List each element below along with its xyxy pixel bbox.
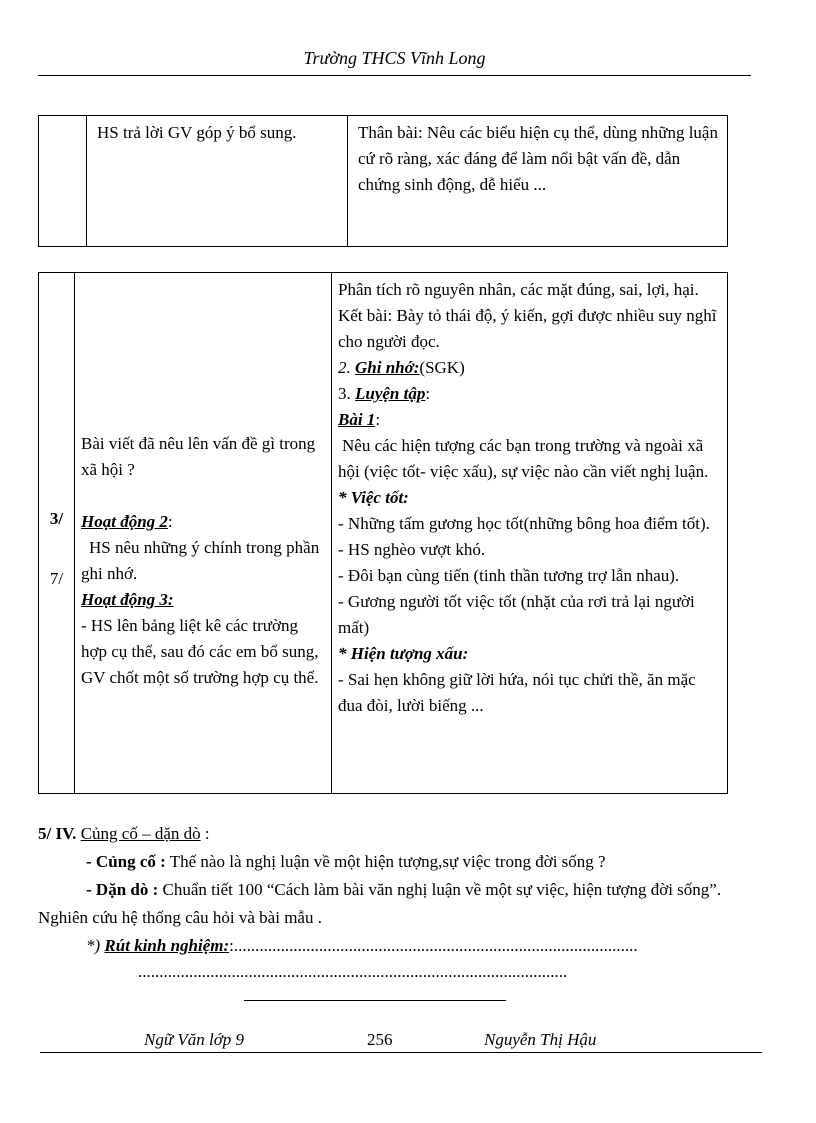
rkn-dots: :............................................................................................... — [229, 936, 638, 955]
lesson-table-main — [38, 272, 728, 794]
bad-item: - Sai hẹn không giữ lời hứa, nói tục chửi thề, ăn mặc đua đòi, lười biếng ... — [338, 670, 696, 715]
bad-title: * Hiện tượng xấu: — [338, 644, 469, 663]
question-text: Bài viết đã nêu lên vấn đề gì trong xã hội ? — [81, 434, 316, 479]
ghinho-label: Ghi nhớ: — [355, 358, 420, 377]
rkn-dots-2: ..................................................................................................... — [138, 962, 568, 981]
good-title: * Việc tốt: — [338, 488, 409, 507]
time-cell — [39, 116, 87, 247]
page-footer — [40, 1030, 762, 1053]
rkn-prefix: *) — [86, 936, 101, 955]
time-cell — [39, 273, 75, 794]
ghinho-num: 2. — [338, 358, 351, 377]
good-item: - Những tấm gương học tốt(những bông hoa điểm tốt). — [338, 514, 710, 533]
luyentap-num: 3. — [338, 384, 351, 403]
activity-2: Hoạt động 2: — [81, 512, 173, 531]
good-item: - HS nghèo vượt khó. — [338, 540, 486, 559]
bai1-line: Bài 1: — [338, 410, 381, 429]
page-header — [38, 48, 751, 76]
content-text: Thân bài: Nêu các biểu hiện cụ thể, dùng những luận cứ rõ ràng, xác đáng để làm nổi bật vấn đề, dẫn chứng sinh động, dễ hiểu ... — [358, 123, 718, 194]
footer-subject: Ngữ Văn lớp 9 — [144, 1030, 245, 1049]
time-value-2: 7/ — [49, 569, 64, 588]
activity-3-text: - HS lên bảng liệt kê các trường hợp cụ thể, sau đó các em bổ sung, GV chốt một số trường hợp cụ thể. — [81, 616, 319, 687]
section-number: IV. — [55, 824, 77, 843]
page-number: 256 — [367, 1030, 393, 1049]
activity-2-title: Hoạt động 2 — [81, 512, 168, 531]
dando-label: - Dặn dò : — [86, 880, 159, 899]
activity-3-title: Hoạt động 3: — [81, 590, 174, 609]
activity-2-text: HS nêu những ý chính trong phần ghi nhớ. — [81, 538, 320, 583]
section-time: 5/ — [38, 824, 52, 843]
rkn-label: Rút kinh nghiệm: — [104, 936, 230, 955]
content-cell — [332, 273, 728, 794]
separator-line — [244, 1000, 506, 1001]
closing-section — [38, 820, 758, 1001]
bai1-label: Bài 1 — [338, 410, 376, 429]
cungco-label: - Củng cố : — [86, 852, 166, 871]
ghinho-line — [338, 355, 721, 381]
dando-line — [38, 876, 758, 932]
bai1-text: Nêu các hiện tượng các bạn trong trường và ngoài xã hội (việc tốt- việc xấu), sự việc nào cần viết nghị luận. — [338, 436, 709, 481]
section-title: Củng cố – dặn dò — [80, 824, 201, 843]
good-item: - Đôi bạn cùng tiến (tinh thần tương trợ lẫn nhau). — [338, 566, 680, 585]
dando-text: Chuẩn tiết 100 “Cách làm bài văn nghị luận về một sự việc, hiện tượng đời sống”. Nghiên cứu hệ thống câu hỏi và bài mẫu . — [38, 880, 722, 927]
section-heading — [38, 820, 758, 848]
cungco-text: Thế nào là nghị luận về một hiện tượng,sự việc trong đời sống ? — [165, 852, 606, 871]
school-name: Trường THCS Vĩnh Long — [303, 48, 486, 68]
conclusion-text: Kết bài: Bày tỏ thái độ, ý kiến, gợi được nhiều suy nghĩ cho người đọc. — [338, 306, 717, 351]
time-value-1: 3/ — [49, 509, 64, 528]
activity-cell — [75, 273, 332, 794]
rkn-dots-line — [38, 960, 758, 984]
section-colon: : — [200, 824, 210, 843]
content-cell — [348, 116, 728, 247]
cungco-line — [38, 848, 758, 876]
table-row — [39, 273, 728, 794]
ghinho-ref: (SGK) — [419, 358, 465, 377]
luyentap-line: 3. Luyện tập: — [338, 384, 431, 403]
lesson-table-top — [38, 115, 728, 247]
analysis-text: Phân tích rõ nguyên nhân, các mặt đúng, sai, lợi, hại. — [338, 280, 699, 299]
activity-cell — [87, 116, 348, 247]
table-row — [39, 116, 728, 247]
activity-text: HS trả lời GV góp ý bổ sung. — [97, 123, 297, 142]
rkn-line — [38, 932, 758, 960]
luyentap-label: Luyện tập — [355, 384, 426, 403]
footer-author: Nguyễn Thị Hậu — [484, 1030, 597, 1049]
good-item: - Gương người tốt việc tốt (nhặt của rơi trả lại người mất) — [338, 592, 695, 637]
